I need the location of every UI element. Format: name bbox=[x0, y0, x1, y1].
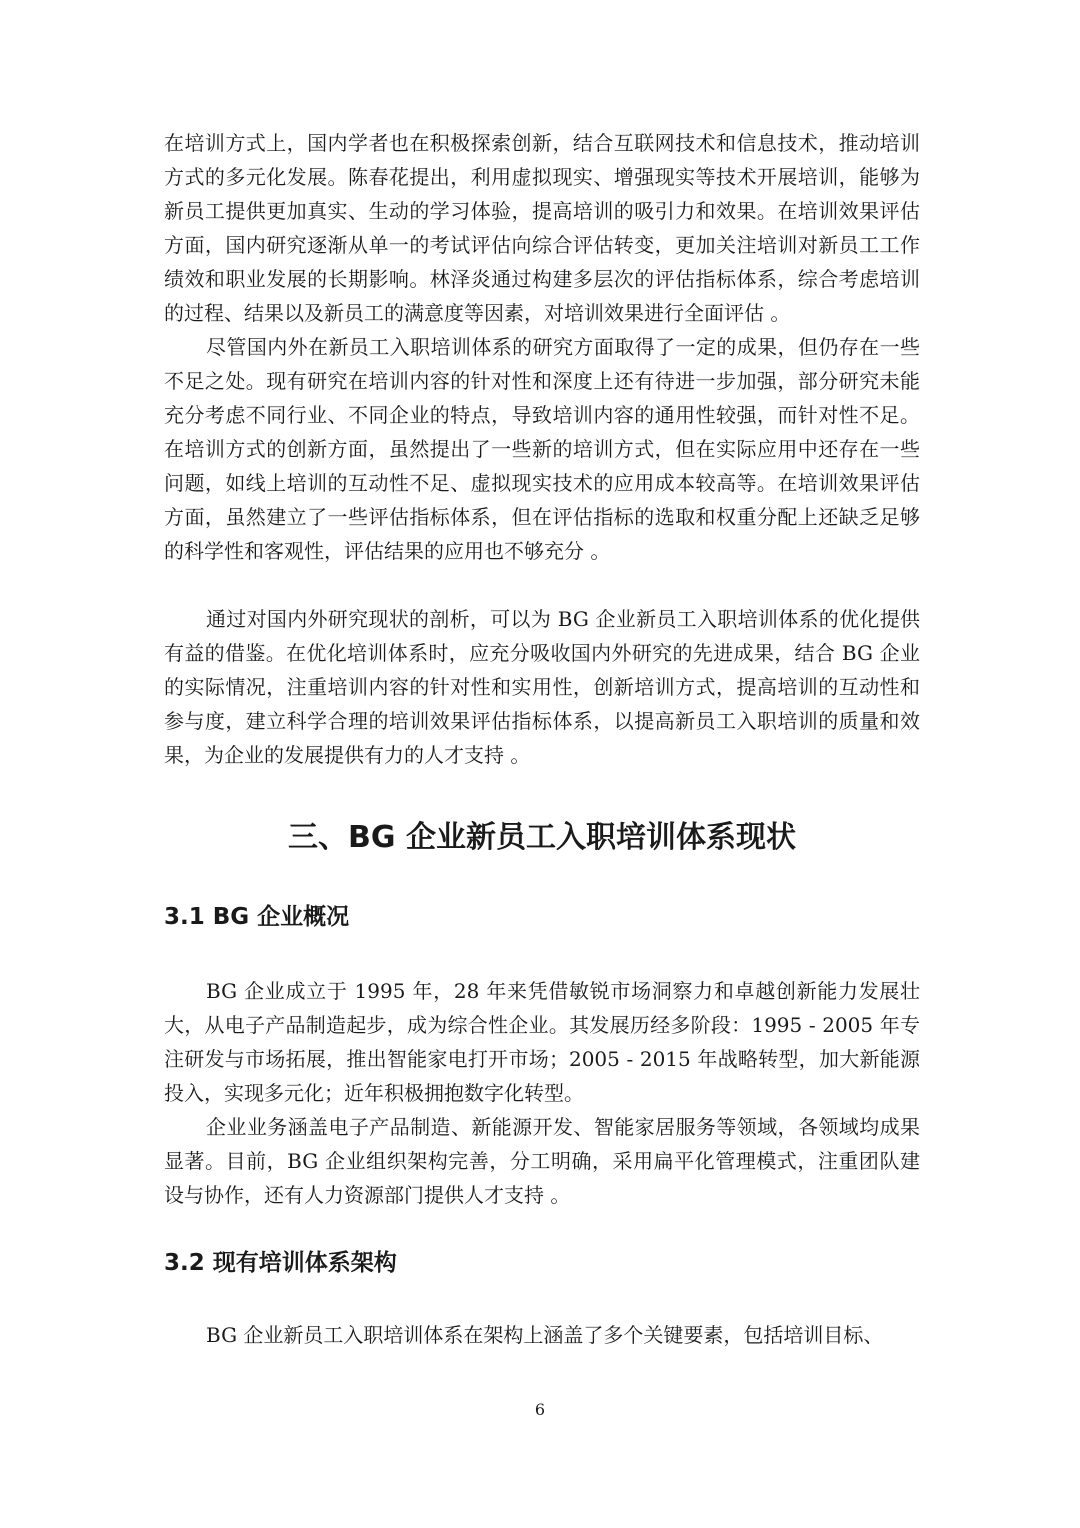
subsection-heading-3-1: 3.1 BG 企业概况 bbox=[164, 904, 350, 930]
paragraph-spacer bbox=[164, 568, 920, 602]
section-spacer bbox=[164, 772, 920, 818]
page-number: 6 bbox=[534, 1400, 546, 1419]
heading-spacer bbox=[164, 1212, 920, 1246]
paragraph-research-gaps: 尽管国内外在新员工入职培训体系的研究方面取得了一定的成果，但仍存在一些不足之处。现有研究在培训内容的针对性和深度上还有待进一步加强，部分研究未能充分考虑不同行业、不同企业的特点，导致培训内容的通用性较强，而针对性不足。在培训方式的创新方面，虽然提出了一些新的培训方式，但在实际应用中还存在一些问题，如线上培训的互动性不足、虚拟现实技术的应用成本较高等。在培训效果评估方面，虽然建立了一些评估指标体系，但在评估指标的选取和权重分配上还缺乏足够的科学性和客观性，评估结果的应用也不够充分 。 bbox=[164, 335, 920, 563]
subsection-heading-3-2: 3.2 现有培训体系架构 bbox=[164, 1250, 397, 1276]
heading-spacer bbox=[164, 934, 920, 974]
document-page bbox=[164, 126, 920, 1352]
section-heading-3: 三、BG 企业新员工入职培训体系现状 bbox=[288, 820, 796, 855]
paragraph-training-methods: 在培训方式上，国内学者也在积极探索创新，结合互联网技术和信息技术，推动培训方式的多元化发展。陈春花提出，利用虚拟现实、增强现实等技术开展培训，能够为新员工提供更加真实、生动的学习体验，提高培训的吸引力和效果。在培训效果评估方面，国内研究逐渐从单一的考试评估向综合评估转变，更加关注培训对新员工工作绩效和职业发展的长期影响。林泽炎通过构建多层次的评估指标体系，综合考虑培训的过程、结果以及新员工的满意度等因素，对培训效果进行全面评估 。 bbox=[164, 131, 920, 325]
paragraph-training-architecture: BG 企业新员工入职培训体系在架构上涵盖了多个关键要素，包括培训目标、 bbox=[206, 1323, 884, 1347]
heading-spacer bbox=[164, 1280, 920, 1318]
paragraph-company-business: 企业业务涵盖电子产品制造、新能源开发、智能家居服务等领域，各领域均成果显著。目前，BG 企业组织架构完善，分工明确，采用扁平化管理模式，注重团队建设与协作，还有人力资源部门提供人才支持 。 bbox=[164, 1115, 920, 1207]
paragraph-implications: 通过对国内外研究现状的剖析，可以为 BG 企业新员工入职培训体系的优化提供有益的借鉴。在优化培训体系时，应充分吸收国内外研究的先进成果，结合 BG 企业的实际情况，注重培训内容的针对性和实用性，创新培训方式，提高培训的互动性和参与度，建立科学合理的培训效果评估指标体系，以提高新员工入职培训的质量和效果，为企业的发展提供有力的人才支持 。 bbox=[164, 607, 920, 767]
heading-spacer bbox=[164, 858, 920, 900]
paragraph-company-history: BG 企业成立于 1995 年，28 年来凭借敏锐市场洞察力和卓越创新能力发展壮大，从电子产品制造起步，成为综合性企业。其发展历经多阶段：1995 - 2005 年专注研发与市场拓展，推出智能家电打开市场；2005 - 2015 年战略转型，加大新能源投入，实现多元化；近年积极拥抱数字化转型。 bbox=[164, 979, 920, 1105]
